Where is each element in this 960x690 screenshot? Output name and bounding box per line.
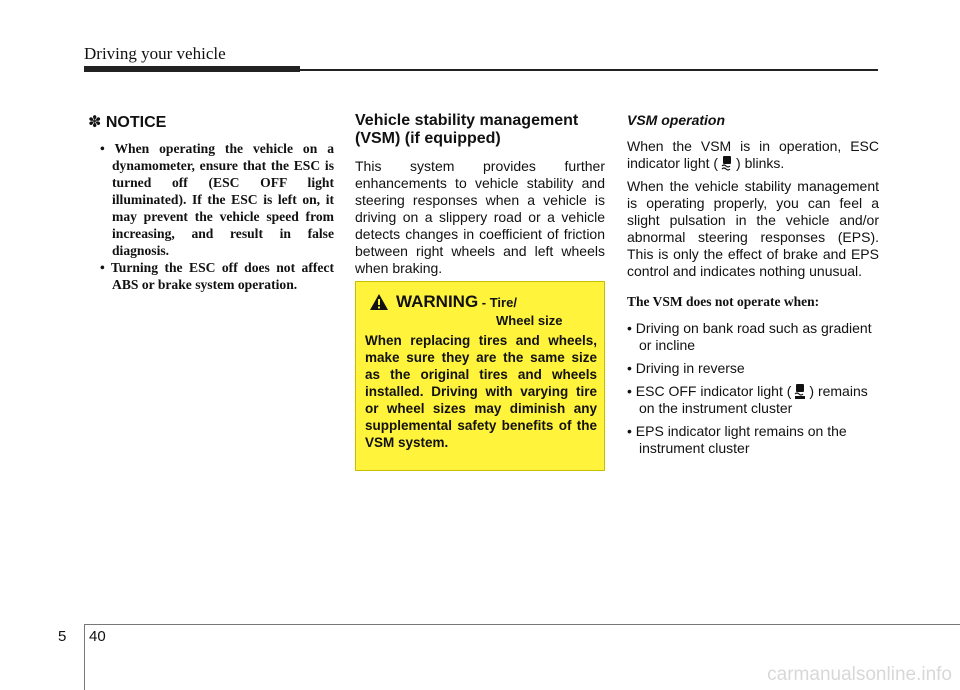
header-title: Driving your vehicle	[84, 44, 226, 63]
esc-indicator-icon	[721, 156, 733, 171]
operation-para-1-start: When the VSM is in operation, ESC indicator light (	[627, 138, 879, 171]
vsm-heading: Vehicle stability management (VSM) (if equipped)	[355, 112, 579, 147]
chapter-number: 5	[58, 628, 67, 645]
warning-box	[355, 281, 605, 471]
footer-vertical-rule	[84, 624, 85, 690]
operation-para-1	[627, 138, 879, 172]
list-item-end: ) remains on the instrument cluster	[639, 383, 868, 416]
warning-subtitle: - Tire/	[478, 295, 517, 310]
esc-off-indicator-icon	[794, 384, 806, 399]
notice-list	[100, 140, 334, 293]
notice-item: • Turning the ESC off does not affect ABS or brake system operation.	[100, 260, 334, 292]
list-item: • EPS indicator light remains on the instrument cluster	[627, 423, 847, 456]
vsm-body: This system provides further enhancements to vehicle stability and steering responses when a vehicle is driving on a slippery road or a vehicle detects changes in coefficient of friction between right wheels and left wheels when braking.	[355, 158, 605, 276]
list-item	[627, 383, 879, 417]
watermark: carmanualsonline.info	[767, 664, 952, 685]
list-item: • Driving on bank road such as gradient or incline	[627, 320, 872, 353]
warning-subtitle-continued: Wheel size	[496, 313, 563, 328]
not-operate-heading: The VSM does not operate when:	[627, 294, 820, 309]
notice-item: • When operating the vehicle on a dynamometer, ensure that the ESC is turned off (ESC OFF light illuminated). If the ESC is left on, it may prevent the vehicle speed from increasing, and result in false diagnosis.	[100, 141, 334, 258]
operation-para-1-end: ) blinks.	[736, 155, 785, 171]
warning-triangle-icon	[369, 293, 389, 311]
header-rule-thin	[300, 69, 878, 71]
notice-column	[88, 112, 334, 293]
page-number: 40	[89, 628, 106, 645]
not-operate-list	[627, 320, 879, 457]
warning-label: WARNING	[396, 292, 479, 311]
list-item: • Driving in reverse	[627, 360, 745, 376]
notice-title: ✽ NOTICE	[88, 114, 167, 131]
operation-heading: VSM operation	[627, 112, 726, 128]
list-item-start: • ESC OFF indicator light (	[627, 383, 792, 399]
footer-horizontal-rule	[84, 624, 960, 625]
vsm-operation-column	[627, 112, 879, 463]
warning-header	[396, 292, 596, 328]
header-rule-thick	[84, 66, 300, 72]
vsm-column	[355, 112, 605, 283]
operation-para-2: When the vehicle stability management is operating properly, you can feel a slight pulsation in the vehicle and/or abnormal steering responses (EPS). This is only the effect of brake and EPS control and indicates nothing unusual.	[627, 178, 879, 279]
warning-text: When replacing tires and wheels, make sure they are the same size as the original tires and wheels installed. Driving with varying tire or wheel sizes may diminish any supplemental safety benefits of the VSM system.	[365, 333, 597, 450]
